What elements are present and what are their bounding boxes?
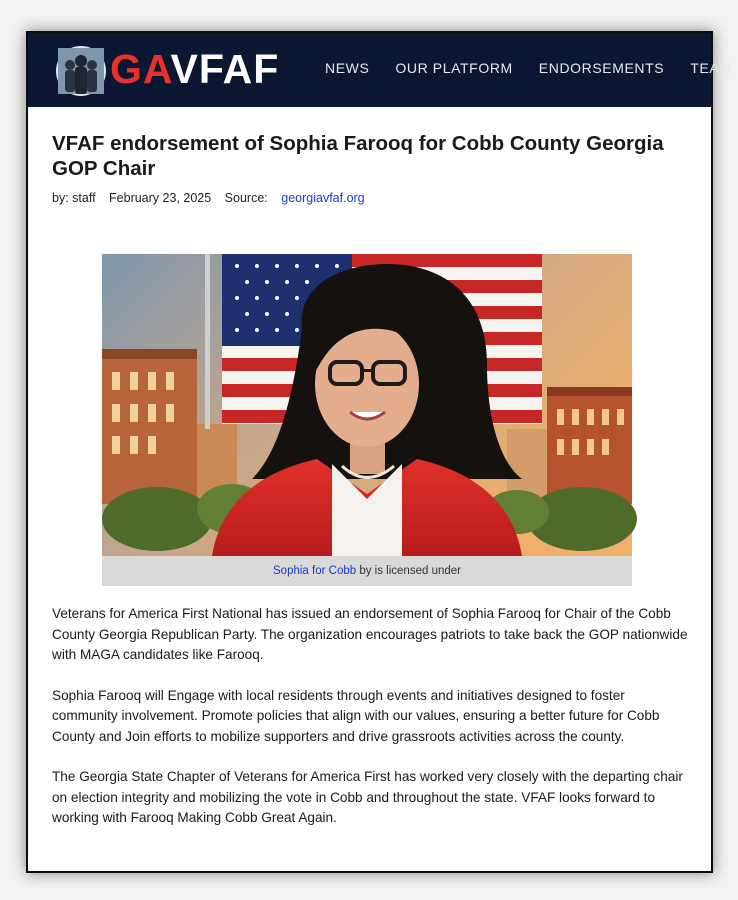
nav-our-platform[interactable]: OUR PLATFORM — [395, 60, 513, 76]
main-nav — [325, 60, 732, 76]
caption-text: by is licensed under — [356, 565, 461, 577]
nav-team[interactable]: TEAM — [690, 60, 732, 76]
brand-vfaf: VFAF — [170, 46, 280, 92]
site-header — [28, 33, 732, 107]
article-figure — [102, 254, 632, 586]
source-link[interactable]: georgiavfaf.org — [281, 191, 365, 205]
caption-link[interactable]: Sophia for Cobb — [273, 565, 357, 577]
article-author: by: staff — [52, 191, 96, 205]
body-paragraph-1: Veterans for America First National has issued an endorsement of Sophia Farooq for Chair of the Cobb County Georgia Republican Party. The organization encourages patriots to take back the GOP nationwide with MAGA candidates like Farooq. — [52, 606, 688, 662]
image-caption — [102, 556, 632, 586]
nav-news[interactable]: NEWS — [325, 60, 370, 76]
article-meta — [52, 191, 682, 205]
featured-image — [102, 254, 632, 556]
body-paragraph-2: Sophia Farooq will Engage with local residents through events and initiatives designed to foster community involvement. Promote policies that align with our values, ensuring a better future for Cobb County and Join efforts to mobilize supporters and drive grassroots activities across the county. — [52, 687, 660, 744]
article-title: VFAF endorsement of Sophia Farooq for Cobb County Georgia GOP Chair — [52, 132, 664, 180]
brand-ga: GA — [110, 46, 171, 92]
screenshot-frame — [26, 31, 732, 873]
nav-endorsements[interactable]: ENDORSEMENTS — [538, 60, 665, 76]
article-source — [225, 191, 375, 205]
article-header — [52, 131, 682, 205]
article-date: February 23, 2025 — [109, 191, 212, 205]
source-label: Source: — [224, 191, 268, 205]
site-logo-icon[interactable] — [56, 46, 106, 96]
article-body — [52, 604, 692, 849]
site-brand[interactable] — [110, 46, 279, 92]
body-paragraph-3: The Georgia State Chapter of Veterans for America First has worked very closely with the departing chair on election integrity and mobilizing the vote in Cobb and throughout the state. VFAF looks forward to working with Farooq Making Cobb Great Again. — [52, 769, 683, 825]
